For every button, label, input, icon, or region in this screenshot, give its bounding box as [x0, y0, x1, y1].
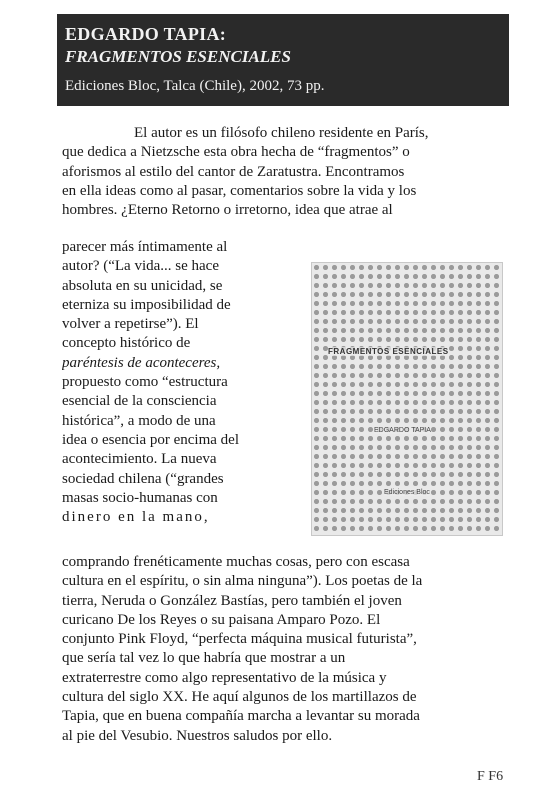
cover-publisher: Ediciones Bloc — [384, 489, 430, 496]
text-line: idea o esencia por encima del — [62, 431, 239, 448]
text-line: propuesto como “estructura — [62, 374, 228, 391]
text-line: eterniza su imposibilidad de — [62, 296, 231, 313]
text-line: cultura del siglo XX. He aquí algunos de los martillazos de — [62, 689, 417, 706]
text-line: paréntesis de aconteceres, — [62, 354, 221, 371]
text-line: parecer más íntimamente al — [62, 239, 228, 255]
text-line: tierra, Neruda o González Bastías, pero también el joven — [62, 592, 402, 609]
book-title: FRAGMENTOS ESENCIALES — [65, 47, 291, 66]
text-line: conjunto Pink Floyd, “perfecta máquina musical futurista”, — [62, 631, 417, 648]
text-line: El autor es un filósofo chileno residente en París, — [134, 125, 429, 141]
text-line: concepto histórico de — [62, 335, 191, 352]
page-number: F F6 — [477, 769, 504, 784]
text-line: curicano De los Reyes o su paisana Amparo Pozo. El — [62, 611, 381, 628]
text-line: sociedad chilena (“grandes — [62, 470, 224, 487]
text-line: extraterrestre como algo representativo de la música y — [62, 669, 387, 686]
text-line: volver a repetirse”). El — [62, 316, 199, 333]
text-line: autor? (“La vida... se hace — [62, 258, 219, 275]
cover-title: FRAGMENTOS ESENCIALES — [328, 347, 449, 356]
text-line: esencial de la consciencia — [62, 393, 217, 410]
book-publisher: Ediciones Bloc, Talca (Chile), 2002, 73 pp. — [65, 78, 325, 94]
text-line: que sería tal vez lo que habría que mostrar a un — [62, 650, 346, 667]
text-line: que dedica a Nietzsche esta obra hecha de “fragmentos” o — [62, 144, 410, 161]
review-paragraph-wrapped — [62, 238, 282, 527]
book-author: EDGARDO TAPIA: — [65, 24, 227, 44]
text-line: masas socio-humanas con — [62, 489, 218, 506]
text-line: acontecimiento. La nueva — [62, 451, 217, 468]
text-line: al pie del Vesubio. Nuestros saludos por ello. — [62, 727, 333, 744]
text-line: Tapia, que en buena compañía marcha a levantar su morada — [62, 708, 420, 725]
text-line: dinero en la mano, — [62, 509, 210, 526]
review-header — [57, 14, 509, 106]
text-line: aforismos al estilo del cantor de Zaratustra. Encontramos — [62, 163, 405, 180]
text-line: absoluta en su unicidad, se — [62, 277, 223, 294]
review-paragraph-intro — [62, 124, 523, 220]
text-line: cultura en el espíritu, o sin alma ninguna”). Los poetas de la — [62, 573, 423, 590]
review-paragraph-closing — [62, 553, 523, 746]
book-cover-image — [311, 262, 503, 536]
text-line: hombres. ¿Eterno Retorno o irretorno, idea que atrae al — [62, 202, 393, 219]
text-line: comprando frenéticamente muchas cosas, pero con escasa — [62, 554, 410, 570]
text-line: histórica”, a modo de una — [62, 412, 216, 429]
text-line: en ella ideas como al pasar, comentarios sobre la vida y los — [62, 182, 417, 199]
cover-author: EDGARDO TAPIA — [374, 427, 431, 434]
